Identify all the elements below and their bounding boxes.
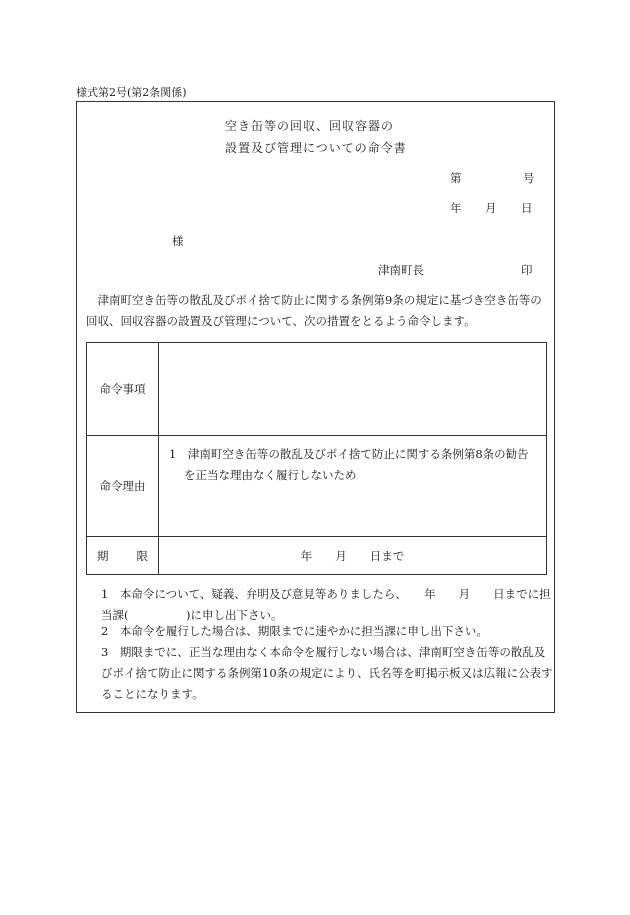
- deadline-label-cell: [87, 537, 159, 575]
- date-month: 月: [485, 201, 497, 215]
- deadline-label-part-1: 期: [97, 548, 109, 563]
- document-title-line-2: 設置及び管理についての命令書: [225, 141, 407, 155]
- order-items-value: [159, 343, 547, 436]
- form-number-label: 様式第2号(第2条関係): [76, 86, 187, 99]
- order-reason-cell: [159, 436, 547, 537]
- table-row-order-items: [87, 343, 547, 436]
- note-item-1: 1 本命令について、疑義、弁明及び意見等ありましたら、 年 月 日までに担当課( )に申し出下さい。: [101, 587, 551, 622]
- number-suffix: 号: [523, 171, 535, 185]
- order-table: [86, 342, 547, 575]
- document-title-line-1: 空き缶等の回収、回収容器の: [225, 119, 395, 133]
- order-items-label: 命令事項: [87, 343, 159, 436]
- table-row-deadline: [87, 537, 547, 575]
- deadline-label-part-2: 限: [136, 548, 148, 563]
- date-year: 年: [450, 201, 462, 215]
- note-item-3: 3 期限までに、正当な理由なく本命令を履行しない場合は、津南町空き缶等の散乱及びポイ捨て防止に関する条例第10条の規定により、氏名等を町掲示板又は広報に公表することになります。: [101, 645, 553, 701]
- seal-mark: 印: [521, 263, 533, 277]
- number-prefix: 第: [450, 171, 462, 185]
- deadline-value: 年 月 日まで: [159, 537, 547, 575]
- order-body-text: 津南町空き缶等の散乱及びポイ捨て防止に関する条例第9条の規定に基づき空き缶等の回収、回収容器の設置及び管理について、次の措置をとるよう命令します。: [86, 293, 542, 328]
- issuer-title: 津南町長: [378, 263, 424, 277]
- addressee-honorific: 様: [172, 234, 184, 248]
- order-reason-text: 1 津南町空き缶等の散乱及びポイ捨て防止に関する条例第8条の勧告を正当な理由なく履行しないため: [169, 447, 529, 482]
- order-reason-label: 命令理由: [87, 436, 159, 537]
- table-row-order-reason: [87, 436, 547, 537]
- date-day: 日: [521, 201, 533, 215]
- note-item-2: 2 本命令を履行した場合は、期限までに速やかに担当課に申し出下さい。: [101, 624, 488, 638]
